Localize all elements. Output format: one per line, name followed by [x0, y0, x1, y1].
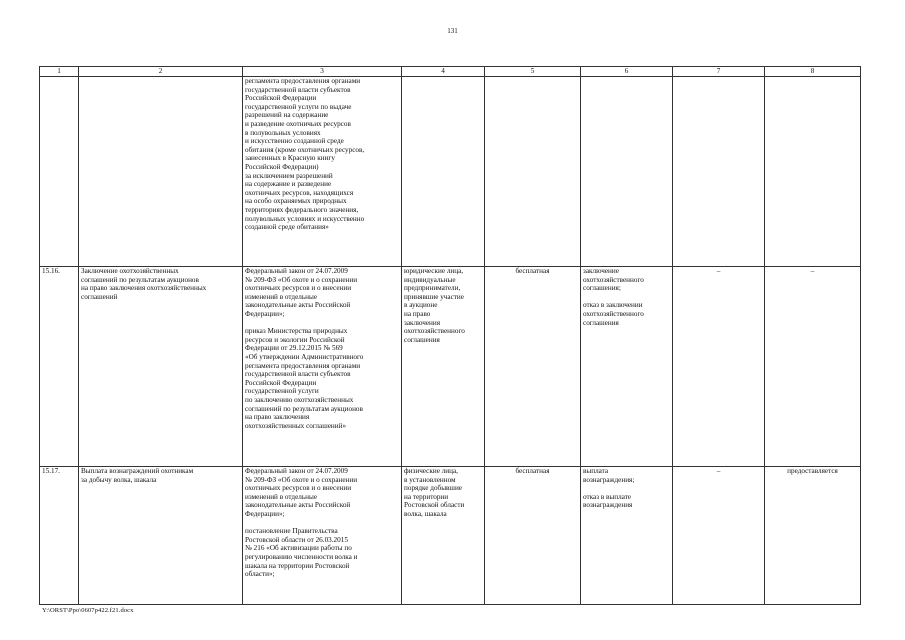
- service-name-cell: Выплата вознаграждений охотникам за добычу волка, шакала: [79, 467, 243, 605]
- column-8-cell: –: [765, 267, 861, 467]
- column-number: 3: [243, 67, 402, 77]
- service-number-cell: [40, 77, 79, 267]
- result-cell: заключение охотхозяйственного соглашения; отказ в заключении охотхозяйственного соглашения: [581, 267, 673, 467]
- legal-basis-cell: Федеральный закон от 24.07.2009 № 209-ФЗ «Об охоте и о сохранении охотничьих ресурсов и о внесении изменений в отдельные законодательные акты Российской Федерации»; приказ Министерства природных ресурсов и экологии Российской Федерации от 29.12.2015 № 569 «Об утверждении Административного регламента предоставления органами государственной власти субъектов Российской Федерации государственной услуги по заключению охотхозяйственных соглашений по результатам аукционов на право заключения охотхозяйственных соглашений»: [243, 267, 402, 467]
- column-7-cell: –: [673, 467, 765, 605]
- column-number: 5: [485, 67, 581, 77]
- applicants-cell: юридические лица, индивидуальные предприниматели, принявшие участие в аукционе на право заключения охотхозяйственного соглашения: [402, 267, 485, 467]
- column-8-cell: [765, 77, 861, 267]
- column-number-row: [40, 67, 861, 77]
- legal-basis-cell: регламента предоставления органами государственной власти субъектов Российской Федерации государственной услуги по выдаче разрешений на содержание и разведение охотничьих ресурсов в полувольных условиях и искусственно созданной среде обитания (кроме охотничьих ресурсов, занесенных в Красную книгу Российской Федерации) за исключением разрешений на содержание и разведение охотничьих ресурсов, находящихся на особо охраняемых природных территориях федерального значения, полувольных условиях и искусственно созданной среде обитания»: [243, 77, 402, 267]
- table-row: [40, 267, 861, 467]
- service-name-cell: Заключение охотхозяйственных соглашений по результатам аукционов на право заключения охотхозяйственных соглашений: [79, 267, 243, 467]
- column-number: 4: [402, 67, 485, 77]
- table-row: [40, 77, 861, 267]
- column-8-cell: предоставляется: [765, 467, 861, 605]
- service-number-cell: 15.17.: [40, 467, 79, 605]
- result-cell: [581, 77, 673, 267]
- page-number: 131: [447, 27, 458, 35]
- service-number-cell: 15.16.: [40, 267, 79, 467]
- column-7-cell: –: [673, 267, 765, 467]
- column-number: 8: [765, 67, 861, 77]
- column-number: 6: [581, 67, 673, 77]
- column-number: 7: [673, 67, 765, 77]
- result-cell: выплата вознаграждения; отказ в выплате вознаграждения: [581, 467, 673, 605]
- services-table: [39, 66, 861, 605]
- document-file-path: Y:\ORST\Ppo\0607p422.f21.docx: [42, 607, 134, 614]
- applicants-cell: [402, 77, 485, 267]
- fee-cell: бесплатная: [485, 267, 581, 467]
- fee-cell: [485, 77, 581, 267]
- table-row: [40, 467, 861, 605]
- column-number: 1: [40, 67, 79, 77]
- service-name-cell: [79, 77, 243, 267]
- legal-basis-cell: Федеральный закон от 24.07.2009 № 209-ФЗ «Об охоте и о сохранении охотничьих ресурсов и о внесении изменений в отдельные законодательные акты Российской Федерации»; постановление Правительства Ростовской области от 26.03.2015 № 216 «Об активизации работы по регулированию численности волка и шакала на территории Ростовской области»;: [243, 467, 402, 605]
- fee-cell: бесплатная: [485, 467, 581, 605]
- column-7-cell: [673, 77, 765, 267]
- applicants-cell: физические лица, в установленном порядке добывшие на территории Ростовской области волка, шакала: [402, 467, 485, 605]
- column-number: 2: [79, 67, 243, 77]
